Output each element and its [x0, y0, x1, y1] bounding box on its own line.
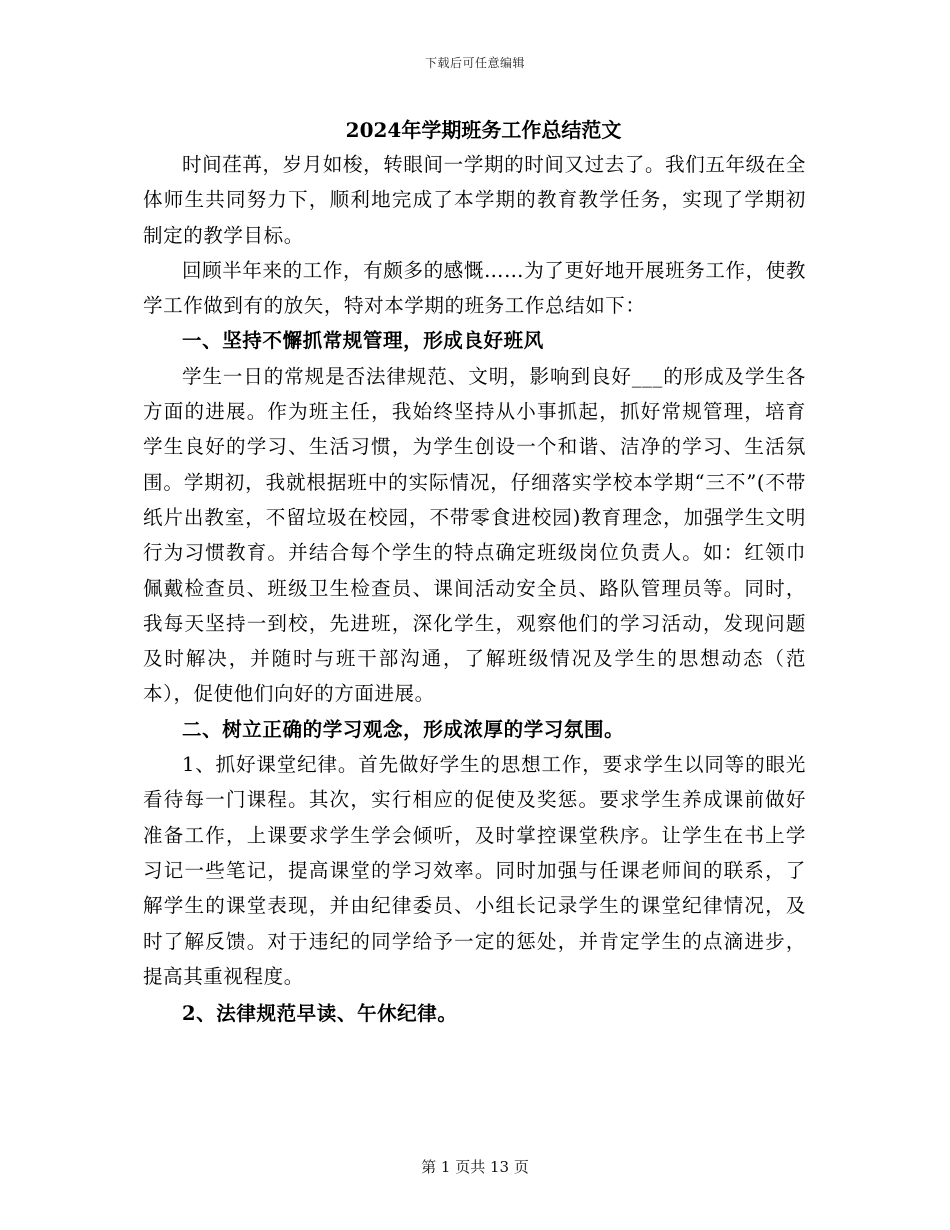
paragraph: 学生一日的常规是否法律规范、文明，影响到良好___的形成及学生各方面的进展。作为班主任，我始终坚持从小事抓起，抓好常规管理，培育学生良好的学习、生活习惯，为学生创设一个和谐、洁净的学习、生活氛围。学期初，我就根据班中的实际情况，仔细落实学校本学期“三不”(不带纸片出教室，不留垃圾在校园，不带零食进校园)教育理念，加强学生文明行为习惯教育。并结合每个学生的特点确定班级岗位负责人。如：红领巾佩戴检查员、班级卫生检查员、课间活动安全员、路队管理员等。同时，我每天坚持一到校，先进班，深化学生，观察他们的学习活动，发现问题及时解决，并随时与班干部沟通，了解班级情况及学生的思想动态（范本），促使他们向好的方面进展。 — [143, 364, 806, 706]
subsection-heading: 2、法律规范早读、午休纪律。 — [182, 1002, 458, 1026]
page-footer — [0, 1156, 950, 1177]
page-number-label: 第 1 页共 13 页 — [421, 1158, 529, 1176]
section-heading: 一、坚持不懈抓常规管理，形成良好班风 — [182, 329, 544, 353]
section-heading: 二、树立正确的学习观念，形成浓厚的学习氛围。 — [182, 717, 625, 741]
document-body — [143, 113, 806, 1031]
paragraph: 回顾半年来的工作，有颇多的感慨……为了更好地开展班务工作，使教学工作做到有的放矢，特对本学期的班务工作总结如下： — [143, 258, 806, 318]
document-title: 2024年学期班务工作总结范文 — [345, 118, 622, 142]
paragraph: 时间荏苒，岁月如梭，转眼间一学期的时间又过去了。我们五年级在全体师生共同努力下，顺利地完成了本学期的教育教学任务，实现了学期初制定的教学目标。 — [143, 153, 806, 247]
header-note: 下载后可任意编辑 — [424, 56, 525, 70]
paragraph: 1、抓好课堂纪律。首先做好学生的思想工作，要求学生以同等的眼光看待每一门课程。其次，实行相应的促使及奖惩。要求学生养成课前做好准备工作，上课要求学生学会倾听，及时掌控课堂秩序。让学生在书上学习记一些笔记，提高课堂的学习效率。同时加强与任课老师间的联系，了解学生的课堂表现，并由纪律委员、小组长记录学生的课堂纪律情况，及时了解反馈。对于违纪的同学给予一定的惩处，并肯定学生的点滴进步，提高其重视程度。 — [143, 753, 806, 988]
